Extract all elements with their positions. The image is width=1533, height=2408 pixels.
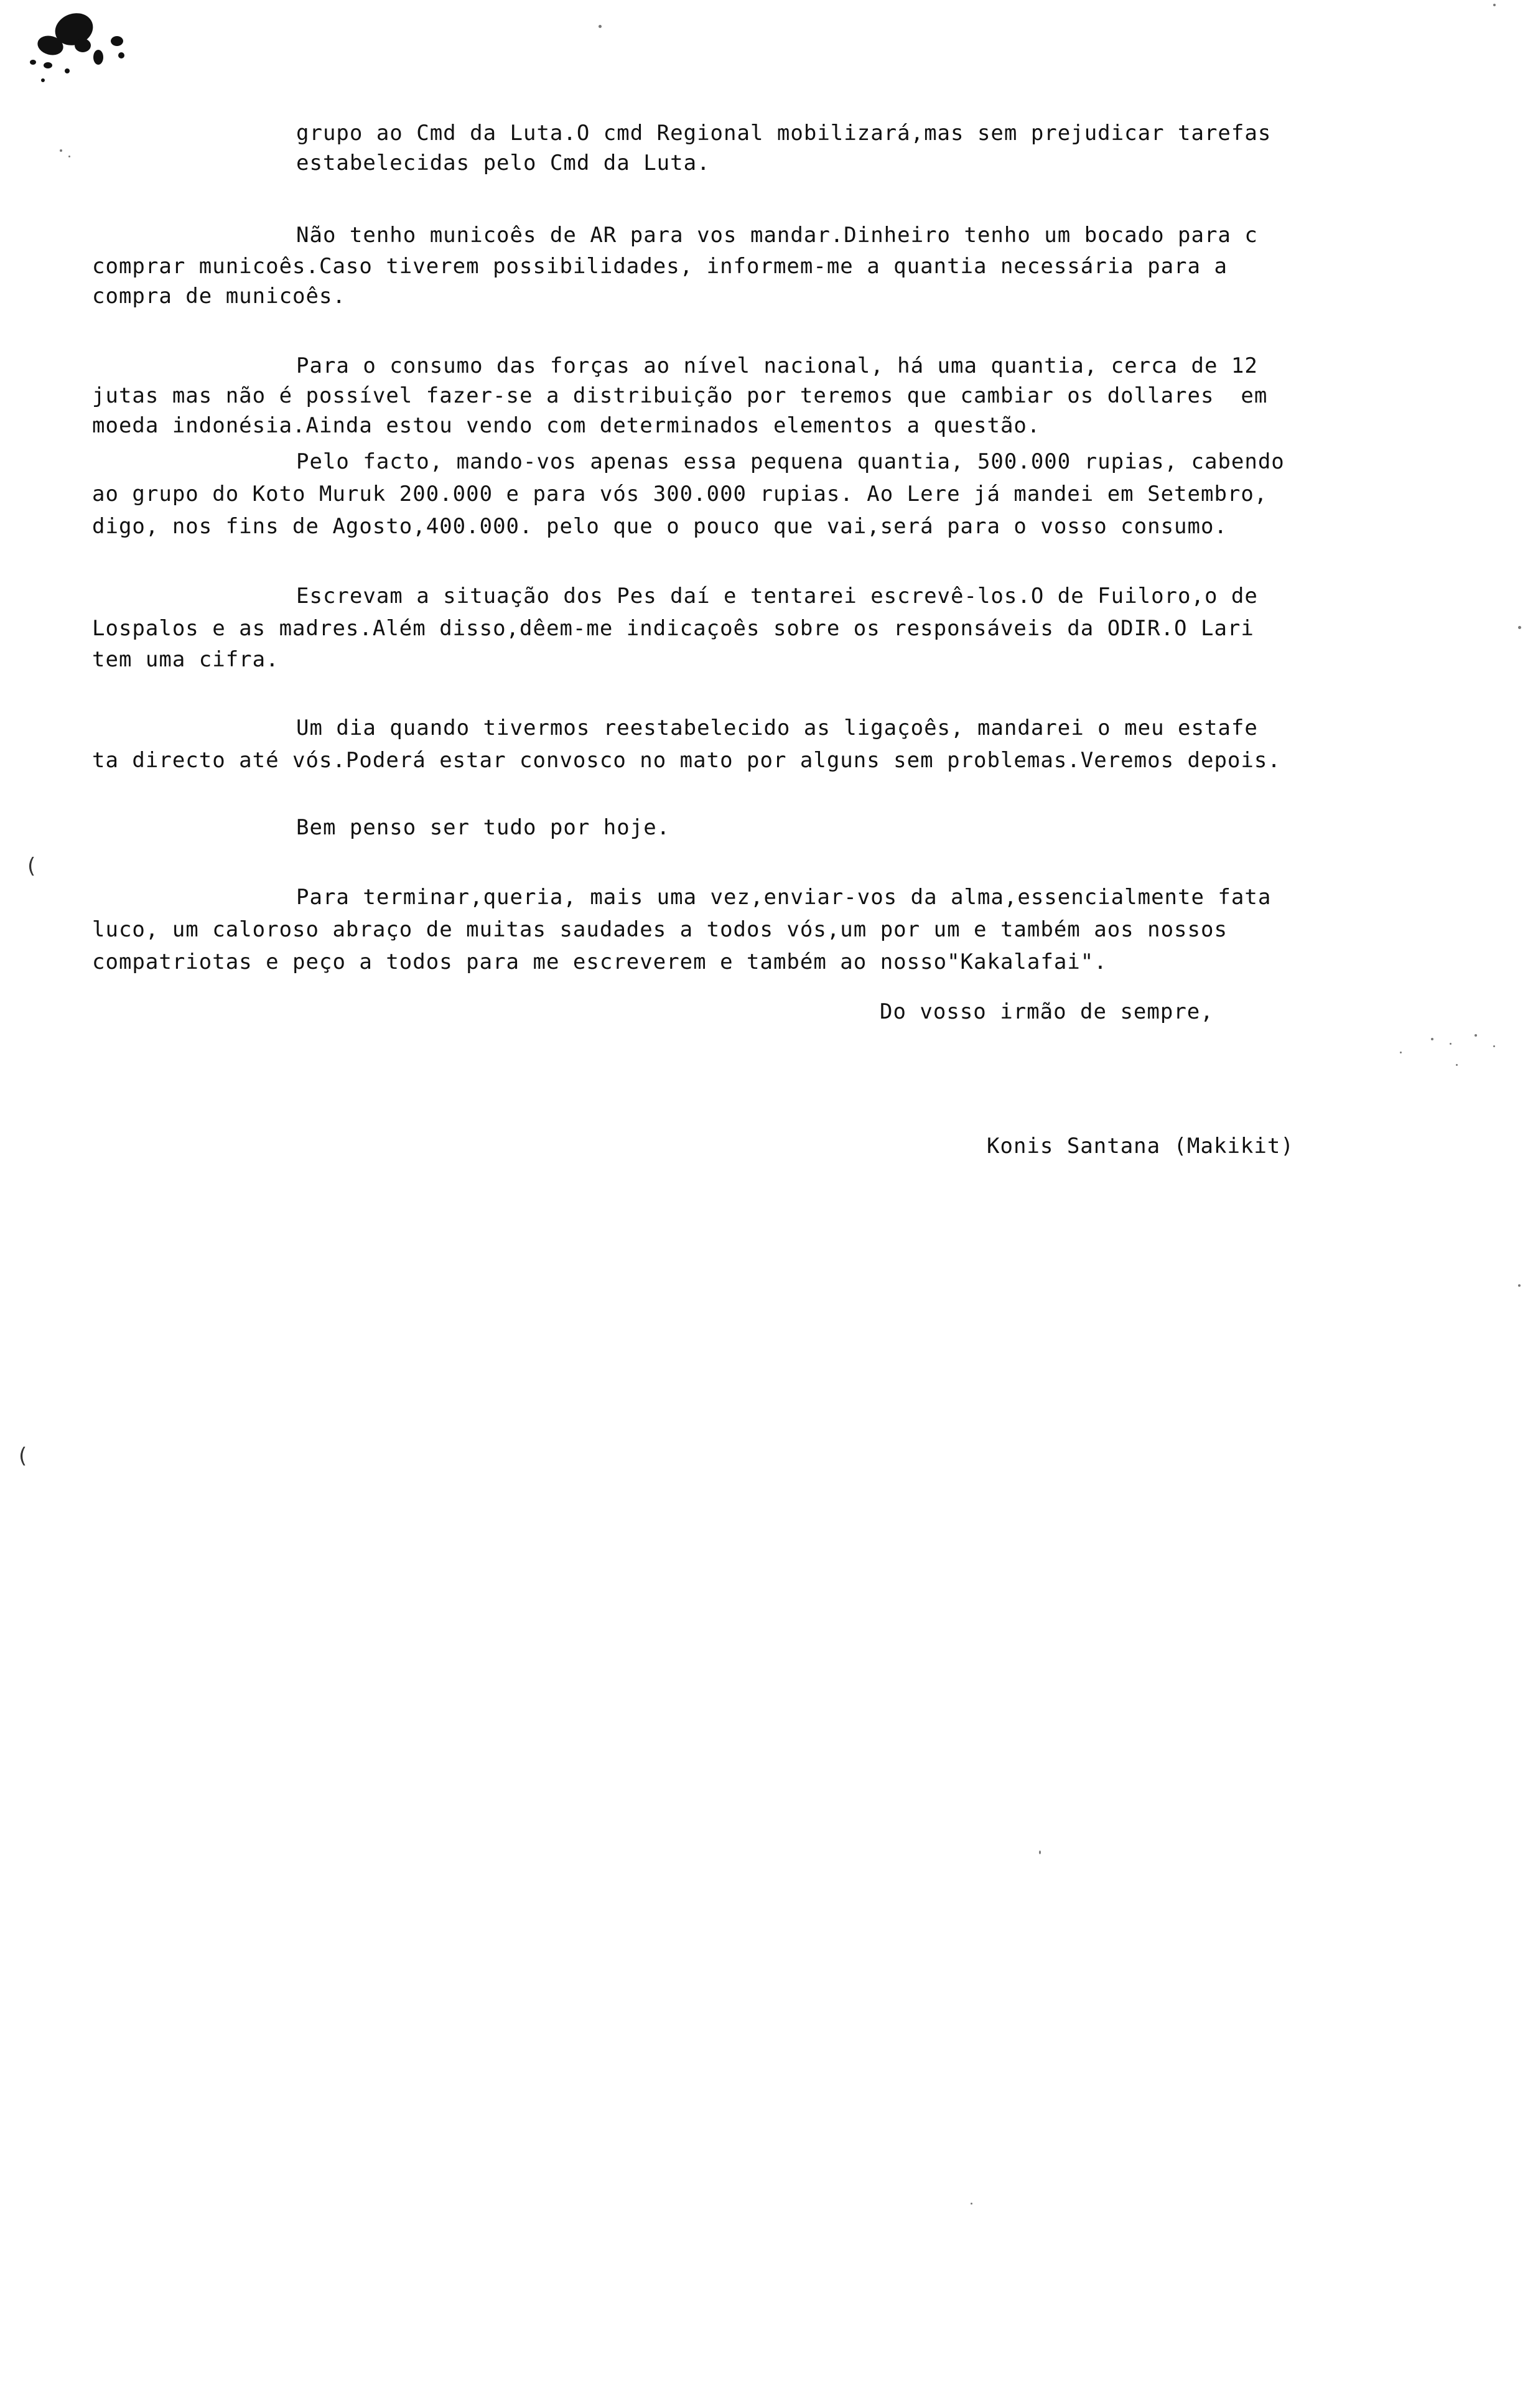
letter-line: Escrevam a situação dos Pes daí e tentarei escrevê-los.O de Fuiloro,o de bbox=[296, 584, 1258, 609]
letter-line: Bem penso ser tudo por hoje. bbox=[296, 815, 671, 840]
signature: Konis Santana (Makikit) bbox=[987, 1134, 1294, 1159]
letter-line: Para terminar,queria, mais uma vez,enviar-vos da alma,essencialmente fata bbox=[296, 885, 1272, 910]
letter-line: comprar municoês.Caso tiverem possibilidades, informem-me a quantia necessária para a bbox=[92, 254, 1228, 279]
speck bbox=[1400, 1052, 1402, 1053]
letter-line: moeda indonésia.Ainda estou vendo com determinados elementos a questão. bbox=[92, 413, 1041, 438]
letter-line: Pelo facto, mando-vos apenas essa pequena quantia, 500.000 rupias, cabendo bbox=[296, 449, 1285, 474]
speck bbox=[1456, 1064, 1458, 1066]
speck bbox=[1518, 1284, 1521, 1287]
speck bbox=[1475, 1034, 1477, 1037]
letter-line: grupo ao Cmd da Luta.O cmd Regional mobilizará,mas sem prejudicar tarefas bbox=[296, 121, 1272, 146]
letter-line: estabelecidas pelo Cmd da Luta. bbox=[296, 151, 711, 175]
speck bbox=[1450, 1043, 1451, 1045]
letter-line: compatriotas e peço a todos para me escreverem e também ao nosso"Kakalafai". bbox=[92, 950, 1107, 974]
letter-line: ta directo até vós.Poderá estar convosco no mato por alguns sem problemas.Veremos depois. bbox=[92, 748, 1281, 773]
margin-mark: ( bbox=[19, 1444, 27, 1468]
speck bbox=[1431, 1038, 1433, 1040]
letter-line: Não tenho municoês de AR para vos mandar.Dinheiro tenho um bocado para c bbox=[296, 223, 1258, 248]
letter-line: Um dia quando tivermos reestabelecido as ligaçoês, mandarei o meu estafe bbox=[296, 716, 1258, 740]
speck bbox=[1518, 626, 1521, 629]
speck bbox=[1493, 4, 1496, 6]
speck bbox=[60, 149, 62, 152]
letter-line: ao grupo do Koto Muruk 200.000 e para vós 300.000 rupias. Ao Lere já mandei em Setembro, bbox=[92, 482, 1268, 506]
letter-line: jutas mas não é possível fazer-se a distribuição por teremos que cambiar os dollares em bbox=[92, 383, 1268, 408]
letter-line: Para o consumo das forças ao nível nacional, há uma quantia, cerca de 12 bbox=[296, 353, 1258, 378]
closing-line: Do vosso irmão de sempre, bbox=[880, 999, 1214, 1024]
speck bbox=[68, 156, 70, 157]
margin-mark: ( bbox=[27, 854, 36, 879]
letter-line: luco, um caloroso abraço de muitas saudades a todos vós,um por um e também aos nossos bbox=[92, 917, 1228, 942]
letter-line: digo, nos fins de Agosto,400.000. pelo que o pouco que vai,será para o vosso consumo. bbox=[92, 514, 1228, 539]
speck bbox=[971, 2203, 972, 2205]
speck bbox=[1039, 1850, 1041, 1854]
letter-line: compra de municoês. bbox=[92, 284, 346, 309]
letter-line: tem uma cifra. bbox=[92, 647, 279, 672]
speck bbox=[1493, 1045, 1495, 1047]
speck bbox=[599, 25, 602, 28]
letter-line: Lospalos e as madres.Além disso,dêem-me indicaçoês sobre os responsáveis da ODIR.O Lari bbox=[92, 616, 1254, 641]
